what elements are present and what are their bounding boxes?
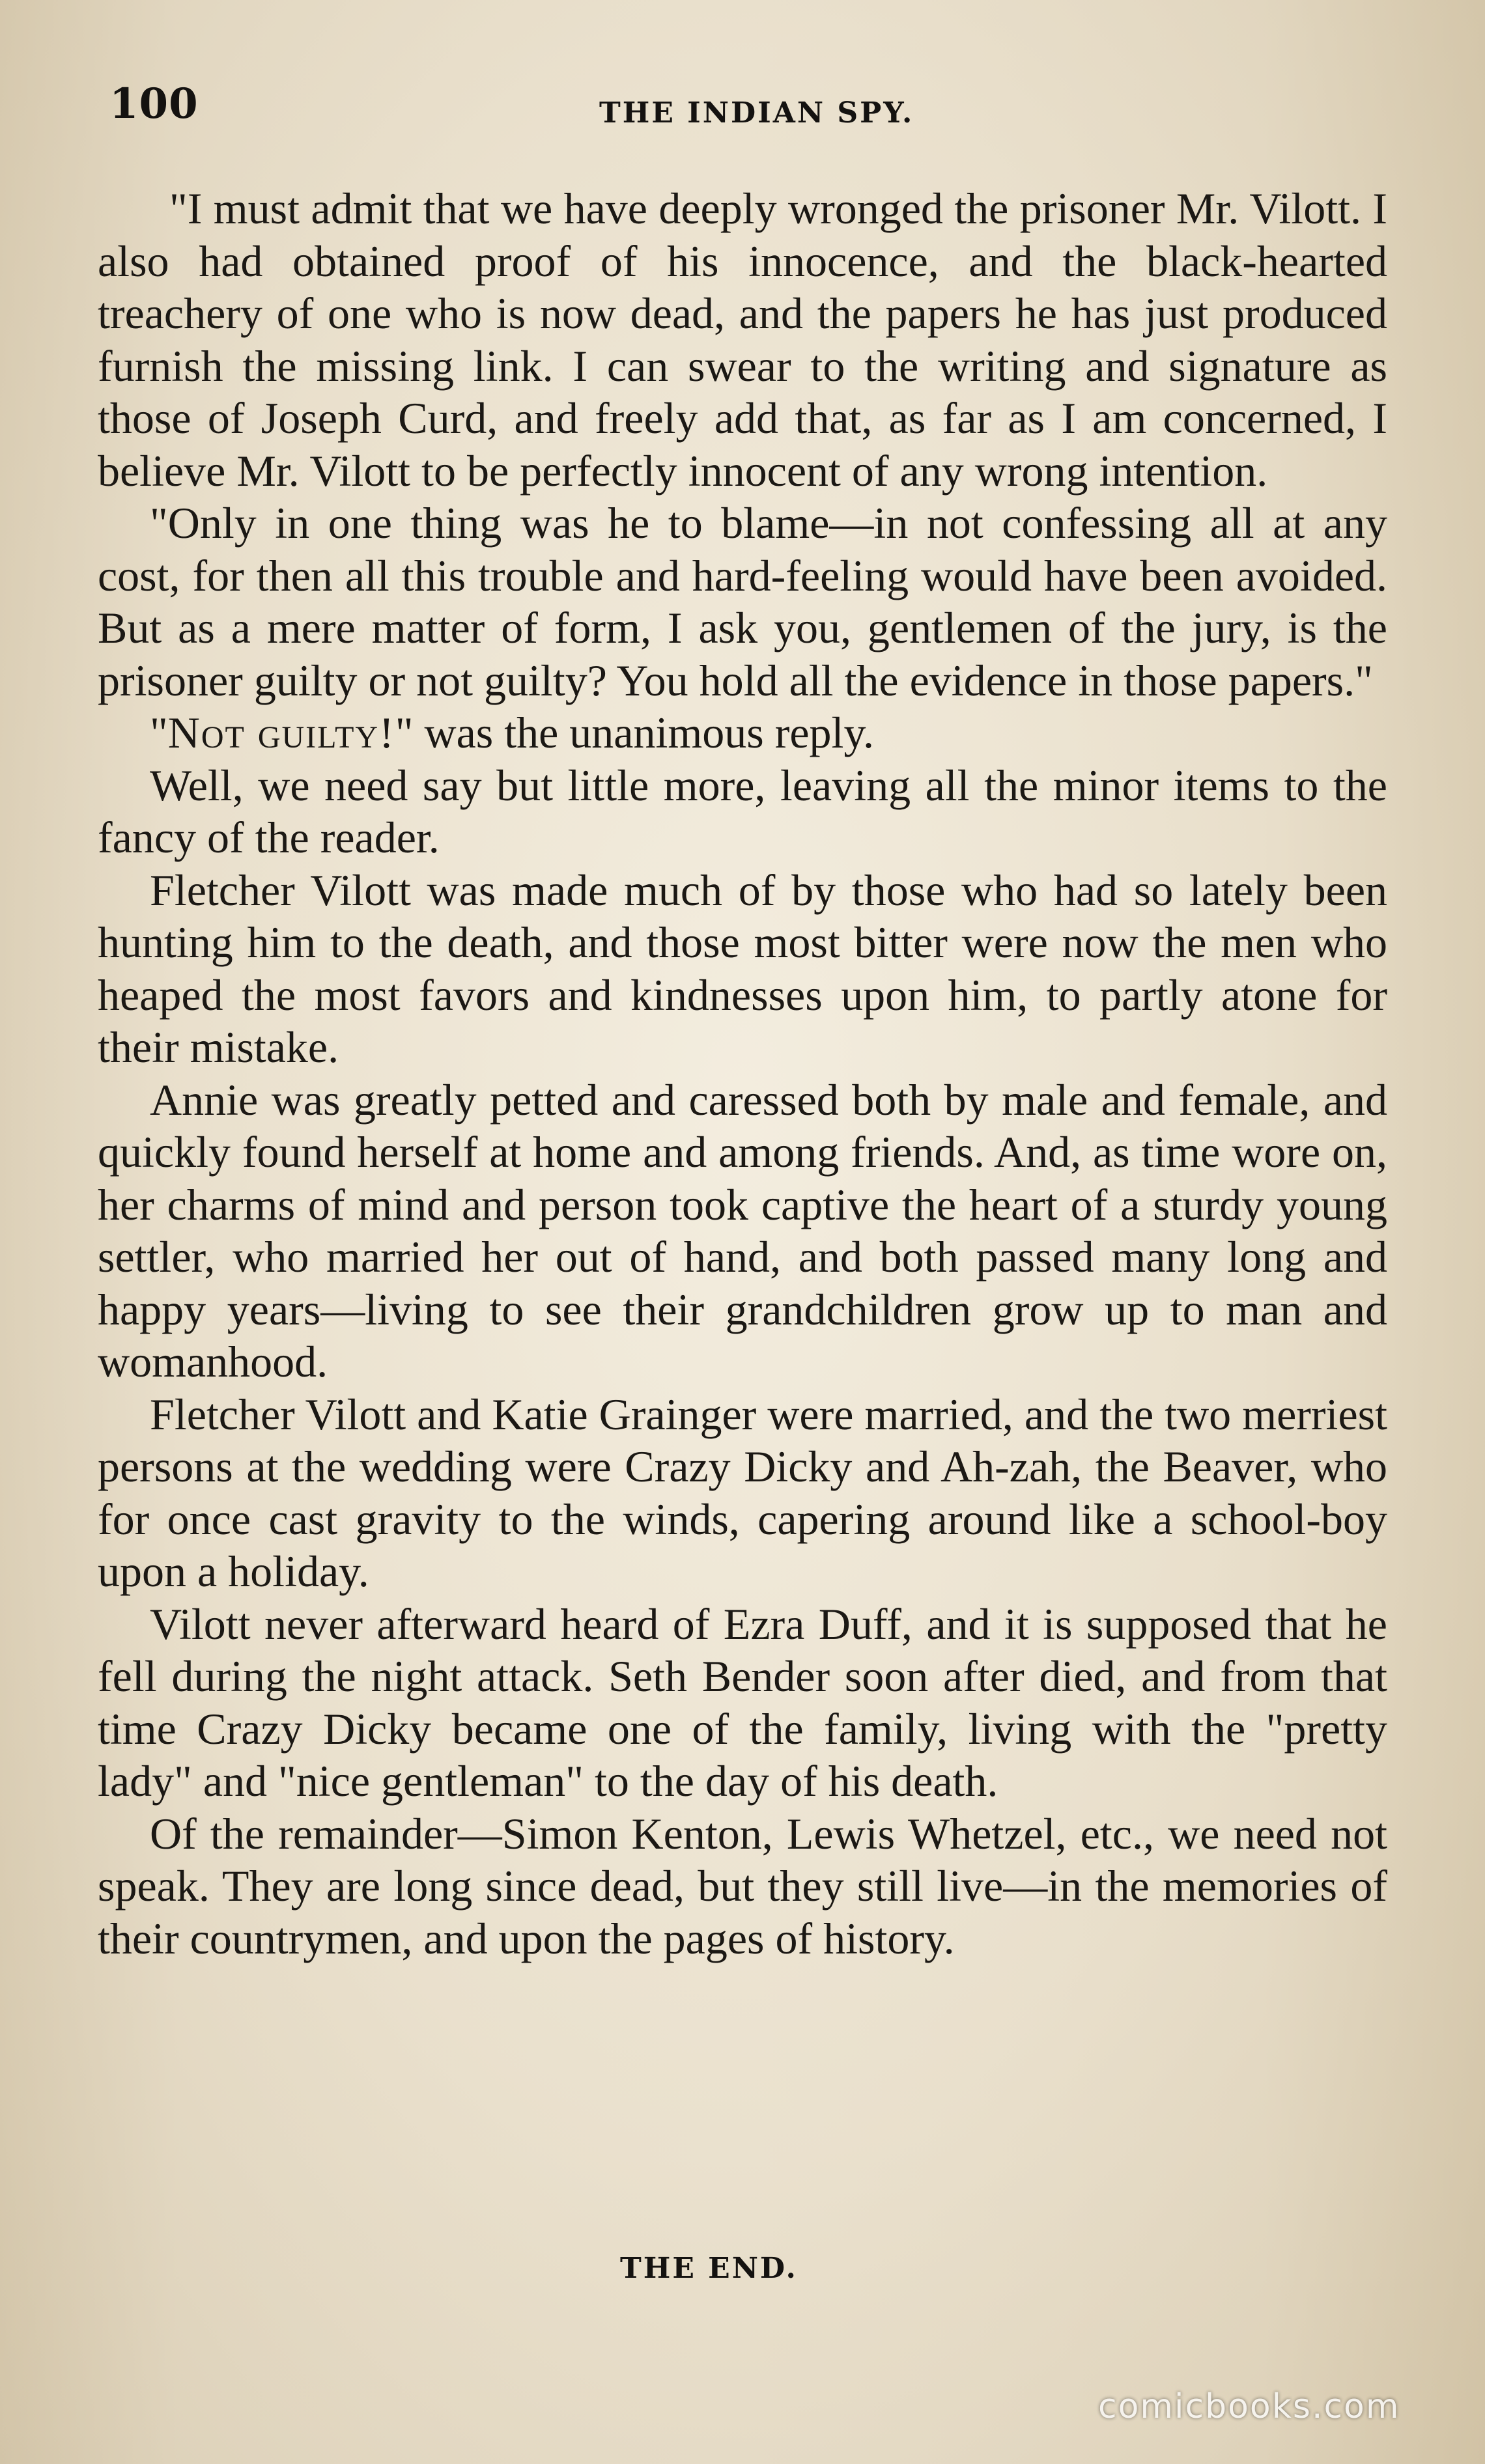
paragraph-5: Fletcher Vilott was made much of by those who had so lately been hunting him to the death, and those most bitter were now the men who heaped the most favors and kindnesses upon him, to partly atone for their mistake. <box>98 865 1387 1072</box>
body-text <box>98 182 1387 1965</box>
paragraph-2: "Only in one thing was he to blame—in not confessing all at any cost, for then all this trouble and hard-feeling would have been avoided. But as a mere matter of form, I ask you, gentlemen of the jury, is the prisoner guilty or not guilty? You hold all the evidence in those papers." <box>98 498 1387 705</box>
page-number: 100 <box>109 79 199 128</box>
paragraph-6: Annie was greatly petted and caressed both by male and female, and quickly found herself at home and among friends. And, as time wore on, her charms of mind and person took captive the heart of a sturdy young settler, who married her out of hand, and both passed many long and happy years—living to see their grandchildren grow up to man and womanhood. <box>98 1074 1387 1386</box>
paragraph-9: Of the remainder—Simon Kenton, Lewis Whetzel, etc., we need not speak. They are long since dead, but they still live—in the memories of their countrymen, and upon the pages of history. <box>98 1808 1387 1963</box>
the-end: THE END. <box>620 2252 798 2285</box>
watermark: comicbooks.com <box>1098 2387 1400 2426</box>
paragraph-8: Vilott never afterward heard of Ezra Duff, and it is supposed that he fell during the night attack. Seth Bender soon after died, and from that time Crazy Dicky became one of the family, living with the "pretty lady" and "nice gentleman" to the day of his death. <box>98 1599 1387 1806</box>
paragraph-7: Fletcher Vilott and Katie Grainger were married, and the two merriest persons at the wedding were Crazy Dicky and Ah-zah, the Beaver, who for once cast gravity to the winds, capering around like a school-boy upon a holiday. <box>98 1389 1387 1596</box>
paragraph-1: "I must admit that we have deeply wronged the prisoner Mr. Vilott. I also had obtained proof of his innocence, and the black-hearted treachery of one who is now dead, and the papers he has just produced furnish the missing link. I can swear to the writing and signature as those of Joseph Curd, and freely add that, as far as I am concerned, I believe Mr. Vilott to be perfectly innocent of any wrong intention. <box>98 184 1387 496</box>
running-head: THE INDIAN SPY. <box>599 96 914 130</box>
verdict-open-quote: " <box>150 708 168 757</box>
verdict-words: Not guilty! <box>167 708 395 757</box>
paragraph-4: Well, we need say but little more, leaving all the minor items to the fancy of the reader. <box>98 760 1387 862</box>
paragraph-verdict <box>98 707 1387 759</box>
verdict-rest: " was the unanimous reply. <box>395 708 875 757</box>
